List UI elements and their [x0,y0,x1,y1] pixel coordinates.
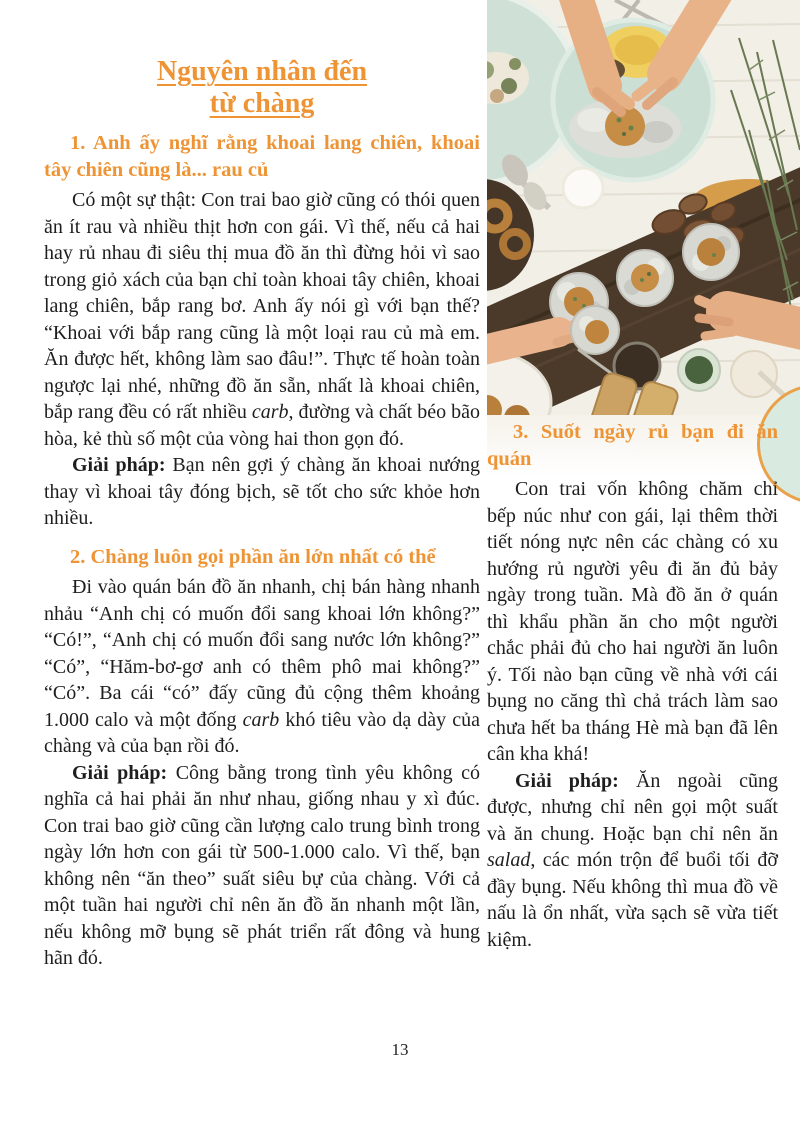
overhead-food-photo [487,0,800,415]
section-2-solution-text: Công bằng trong tình yêu không có nghĩa cả hai phải ăn như nhau, giống nhau y xì đúc. Con trai bao giờ cũng cần lượng calo trung bình trong ngày lớn hơn con gái từ 500-1.000 calo. Vì thế, bạn không nên “ăn theo” suất siêu bự của chàng. Với cả một tuần hai người chỉ nên ăn đồ ăn nhanh một lần, nếu không mỡ bụng sẽ phát triển rất đông và hung hãn đó. [44,761,480,970]
section-3-italic-word: salad [487,849,531,872]
section-1-text: Có một sự thật: Con trai bao giờ cũng có thói quen ăn ít rau và nhiều thịt hơn con gái. Vì thế, nếu cả hai hay rủ nhau đi siêu thị mua đồ ăn thì đừng hỏi vì sao trong giỏ xách của bạn chỉ toàn khoai tây chiên, khoai lang chiên, bắp rang bơ. Anh ấy nói gì với bạn thế? “Khoai với bắp rang cũng là một loại rau củ mà em. Ăn được hết, không làm sao đâu!”. Thực tế hoàn toàn ngược lại nhé, những đồ ăn sẵn, nhất là khoai chiên, bắp rang đều có rất nhiều [44,189,480,424]
section-1-heading: 1. Anh ấy nghĩ rằng khoai lang chiên, khoai tây chiên cũng là... rau củ [44,131,480,181]
right-column [487,419,778,953]
section-2-italic-word: carb [242,708,280,731]
section-1-solution-label: Giải pháp: [72,454,166,477]
section-3-heading: 3. Suốt ngày rủ bạn đi ăn quán [487,421,778,470]
page-title-line-1: Nguyên nhân đến [156,56,368,87]
section-3-paragraph: Con trai vốn không chăm chỉ bếp núc như con gái, lại thêm thời tiết nóng nực nên các chàng có xu hướng rủ người yêu đi ăn đủ bảy ngày trong tuần. Mà đồ ăn ở quán thì khẩu phần ăn cho một người chắc phải đủ cho hai người ăn luôn ý. Tối nào bạn cũng về nhà với cái bụng no căng thì chả trách làm sao chưa hết ba tháng Hè mà bạn đã lên cân kha khá! [487,478,778,766]
section-3-solution-post: , các món trộn để buổi tối đỡ đầy bụng. Nếu không thì mua đồ về nấu là ổn nhất, vừa sạch sẽ vừa tiết kiệm. [487,849,778,951]
section-1-solution-text: Bạn nên gợi ý chàng ăn khoai nướng thay vì khoai tây đóng bịch, sẽ tốt cho sức khỏe hơn nhiều. [44,454,480,530]
page-number: 13 [391,1040,409,1059]
section-2-heading: 2. Chàng luôn gọi phần ăn lớn nhất có thể [70,545,436,568]
section-3-solution-label: Giải pháp: [515,769,619,792]
section-2-paragraph [44,574,480,760]
section-2-text-after: khó tiêu vào dạ dày của chàng và của bạn rồi đó. [44,708,480,758]
section-1-text-after: , đường và chất béo bão hòa, kẻ thù số một của vòng hai thon gọn đó. [44,401,480,450]
page-title-line-2: từ chàng [209,88,315,120]
section-3-solution-pre: Ăn ngoài cũng được, nhưng chỉ nên gọi một suất và ăn chung. Hoặc bạn chỉ nên ăn [487,769,779,845]
section-1-solution [44,452,480,532]
section-1-paragraph [44,187,480,452]
left-column [44,56,480,972]
section-2-solution [44,760,480,972]
section-3-solution [487,768,778,954]
section-2-text: Đi vào quán bán đồ ăn nhanh, chị bán hàng nhanh nhảu “Anh chị có muốn đổi sang khoai lớn không?” “Có!”, “Anh chị có muốn đổi sang nước lớn không?” “Có”, “Hăm-bơ-gơ anh có thêm phô mai không?” “Có”. Ba cái “có” đấy cũng đủ cộng thêm khoảng 1.000 calo và một đống [44,576,480,731]
page-title [44,56,480,121]
food-photo-illustration [487,0,800,415]
section-2-solution-label: Giải pháp: [72,761,168,784]
section-1-italic-word: carb [251,401,289,424]
